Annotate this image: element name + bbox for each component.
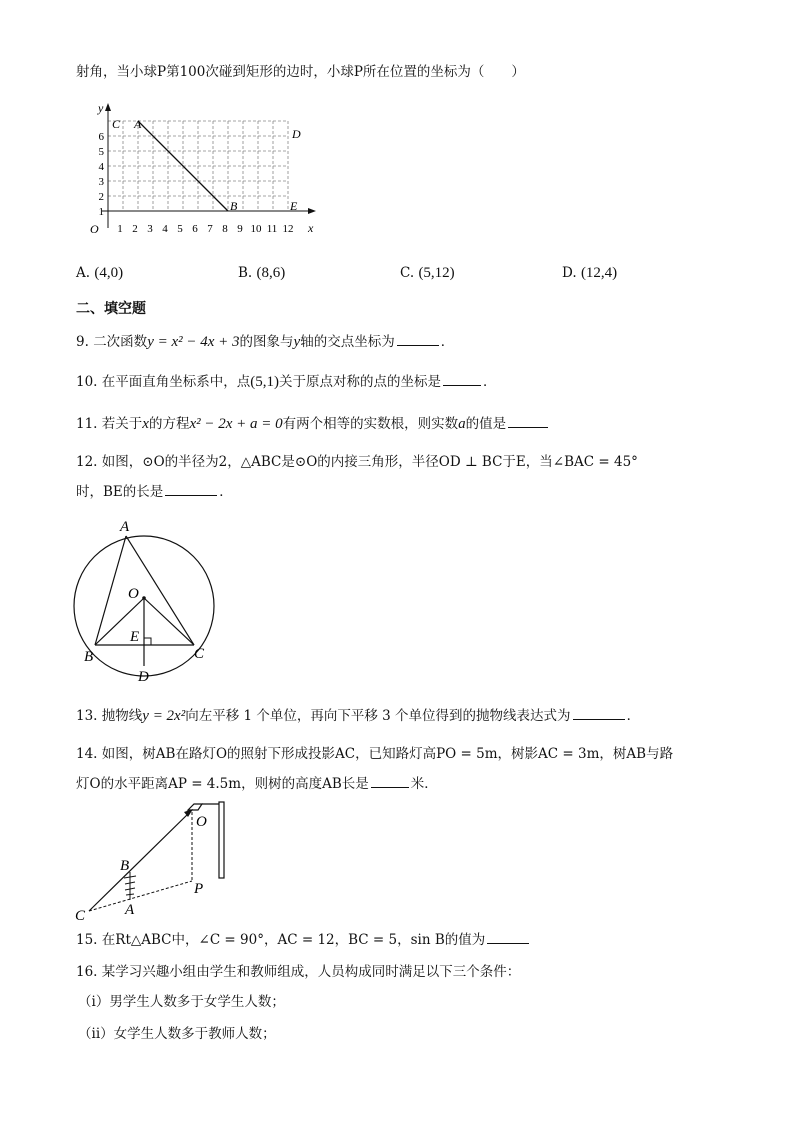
lamp-icon — [188, 804, 202, 810]
svg-text:1: 1 — [117, 223, 123, 235]
svg-text:A: A — [125, 902, 135, 918]
svg-text:7: 7 — [207, 223, 213, 235]
choice-a[interactable]: A. (4,0) — [76, 265, 124, 281]
svg-text:12: 12 — [282, 223, 294, 235]
svg-text:O: O — [196, 814, 207, 830]
answer-blank[interactable] — [487, 930, 529, 944]
question-13: 13. 抛物线y = 2x²向左平移 1 个单位，再向下平移 3 个单位得到的抛物线表达式为 ． — [76, 708, 641, 724]
choice-d[interactable]: D. (12,4) — [562, 265, 618, 281]
svg-text:6: 6 — [192, 223, 198, 235]
question-12-line-1: 12. 如图，⊙O的半径为2，△ABC是⊙O的内接三角形，半径OD ⊥ BC于E，当∠BAC = 45° — [76, 454, 638, 470]
answer-blank[interactable] — [165, 482, 217, 496]
svg-text:10: 10 — [250, 223, 262, 235]
svg-text:O: O — [128, 586, 139, 602]
svg-text:9: 9 — [237, 223, 243, 235]
answer-blank[interactable] — [371, 774, 409, 788]
question-15: 15. 在Rt△ABC中，∠C = 90°，AC = 12，BC = 5，sin B的值为 — [76, 930, 531, 950]
answer-blank[interactable] — [508, 414, 548, 428]
choice-b[interactable]: B. (8,6) — [238, 265, 286, 281]
question-16: 16. 某学习兴趣小组由学生和教师组成，人员构成同时满足以下三个条件： — [76, 964, 521, 980]
svg-text:11: 11 — [266, 223, 278, 235]
svg-text:6: 6 — [98, 131, 104, 143]
svg-text:8: 8 — [222, 223, 228, 235]
question-12-line-2: 时，BE的长是 ． — [76, 484, 233, 500]
rectangle-graph — [84, 100, 324, 240]
svg-text:E: E — [130, 629, 140, 645]
svg-text:3: 3 — [98, 176, 104, 188]
svg-text:4: 4 — [162, 223, 168, 235]
condition-i: （i）男学生人数多于女学生人数； — [78, 994, 285, 1010]
tree-icon — [124, 872, 136, 900]
svg-text:2: 2 — [132, 223, 138, 235]
question-14-line-1: 14. 如图，树AB在路灯O的照射下形成投影AC，已知路灯高PO = 5m，树影AC = 3m，树AB与路 — [76, 746, 674, 762]
answer-blank[interactable] — [397, 332, 439, 346]
question-10: 10. 在平面直角坐标系中，点(5,1)关于原点对称的点的坐标是 ． — [76, 374, 497, 390]
choice-c[interactable]: C. (5,12) — [400, 265, 455, 281]
svg-text:A: A — [134, 117, 142, 131]
svg-text:2: 2 — [98, 191, 104, 203]
svg-text:B: B — [230, 199, 238, 213]
svg-text:D: D — [292, 127, 301, 141]
svg-text:C: C — [112, 117, 121, 131]
svg-text:C: C — [75, 908, 86, 922]
svg-text:O: O — [90, 222, 99, 236]
lamp-tree-figure — [70, 798, 240, 922]
svg-text:1: 1 — [98, 206, 104, 218]
svg-text:P: P — [194, 881, 204, 897]
svg-text:E: E — [290, 199, 298, 213]
question-9: 9. 二次函数y = x² − 4x + 3的图象与y轴的交点坐标为 ． — [76, 334, 455, 350]
question-14-line-2: 灯O的水平距离AP = 4.5m，则树的高度AB长是 米． — [76, 776, 438, 792]
svg-text:4: 4 — [98, 161, 104, 173]
svg-text:B: B — [84, 649, 94, 665]
svg-text:D: D — [138, 669, 149, 684]
answer-blank[interactable] — [573, 706, 625, 720]
svg-text:y: y — [98, 101, 104, 115]
question-11: 11. 若关于x的方程x² − 2x + a = 0有两个相等的实数根，则实数a的值是 — [76, 414, 550, 434]
answer-blank[interactable] — [443, 372, 481, 386]
svg-text:B: B — [120, 858, 130, 874]
lamp-pole — [219, 802, 224, 878]
section-title: 二、填空题 — [76, 301, 146, 317]
circle-figure — [72, 514, 222, 684]
question-8-tail: 射角，当小球P第100次碰到矩形的边时，小球P所在位置的坐标为（ ） — [76, 64, 525, 80]
svg-text:3: 3 — [147, 223, 153, 235]
condition-ii: （ii）女学生人数多于教师人数； — [78, 1026, 276, 1042]
svg-text:C: C — [194, 646, 205, 662]
svg-text:A: A — [120, 519, 130, 535]
svg-text:5: 5 — [98, 146, 104, 158]
svg-text:5: 5 — [177, 223, 183, 235]
svg-text:x: x — [308, 221, 314, 235]
